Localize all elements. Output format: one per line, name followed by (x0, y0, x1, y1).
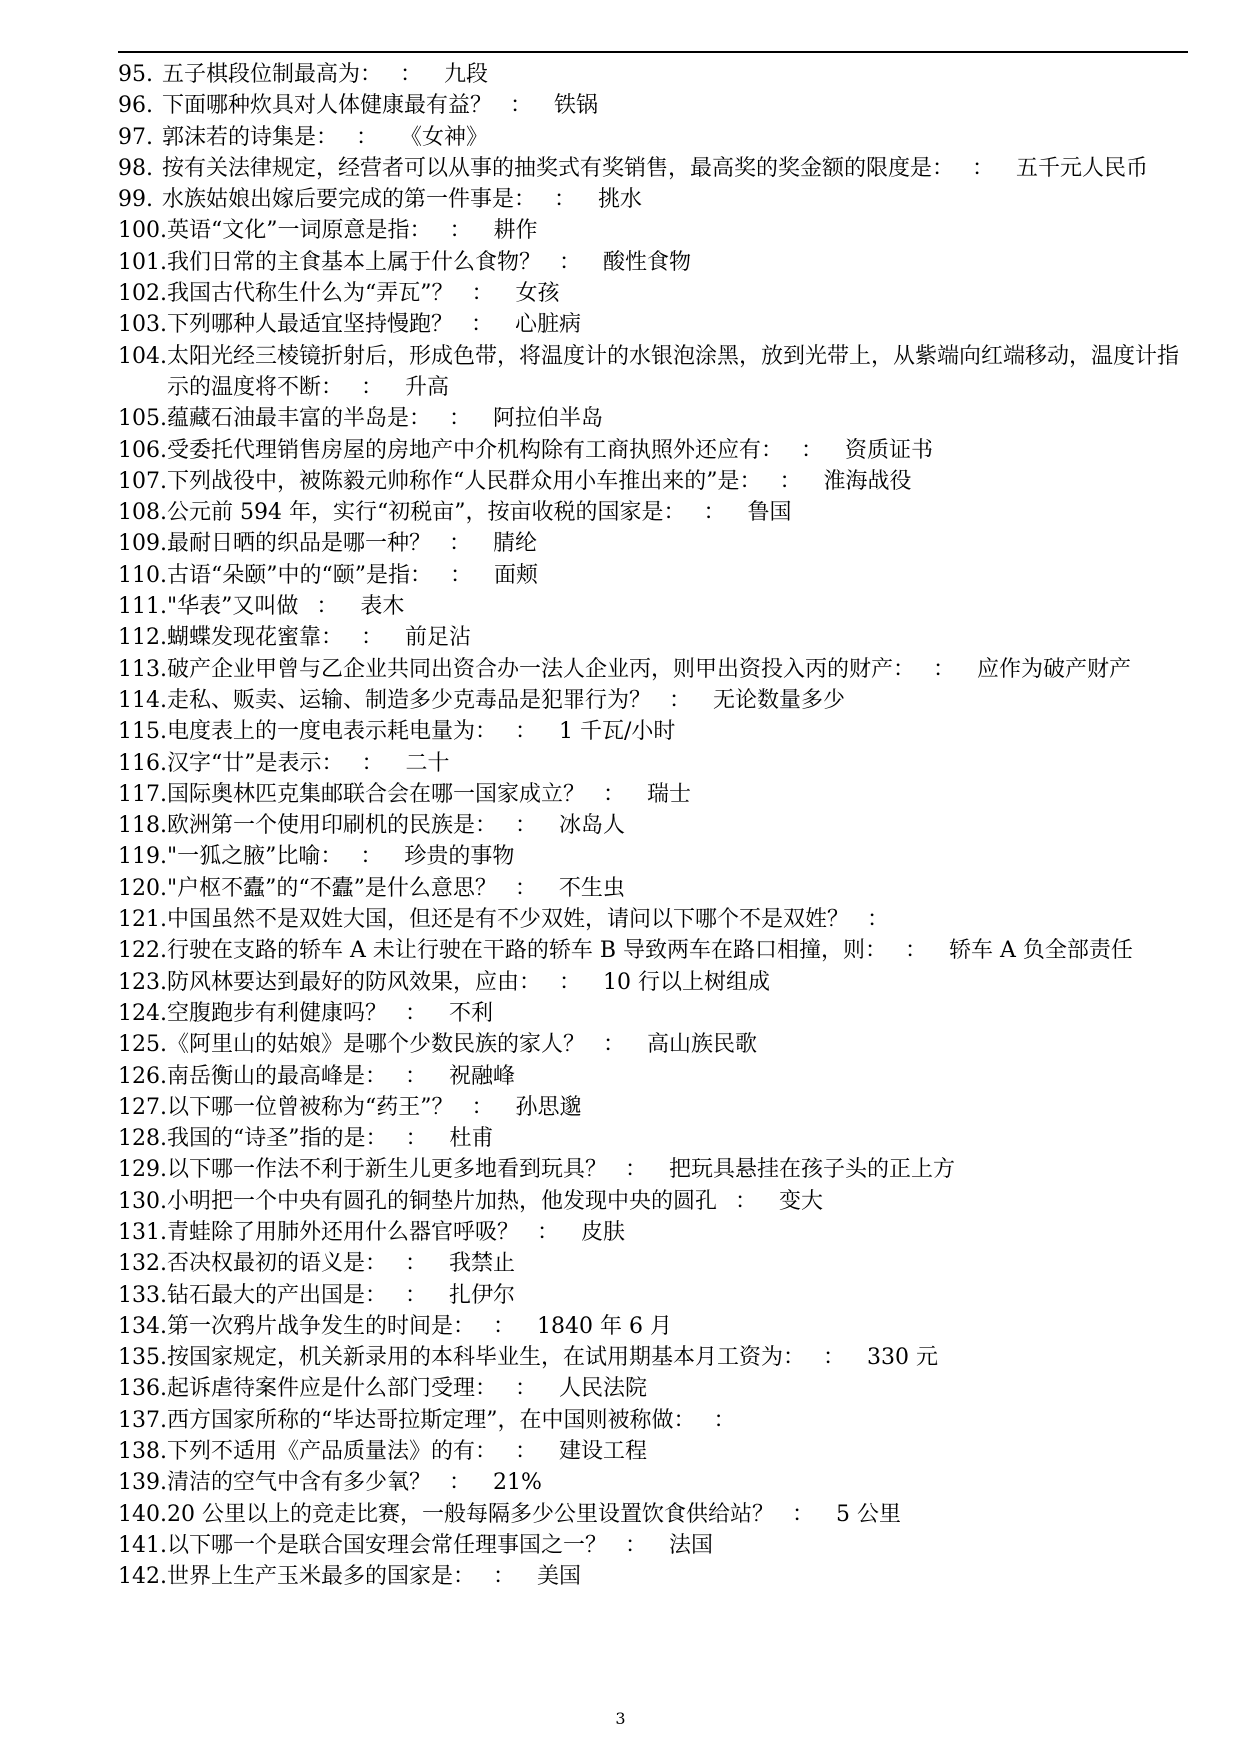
question-text: 郭沫若的诗集是： (162, 124, 339, 150)
answer-separator: ： (400, 62, 423, 87)
question-number: 116. (118, 750, 167, 776)
question-text: 蕴藏石油最丰富的半岛是： (166, 406, 431, 432)
answer-separator: ： (905, 938, 928, 964)
answer-text: 孙思邈 (515, 1094, 582, 1120)
question-number: 140. (118, 1501, 167, 1527)
qa-item (118, 841, 1198, 872)
answer-separator: ： (559, 249, 582, 275)
question-text: 五子棋段位制最高为： (162, 62, 383, 87)
header-rule (118, 51, 1188, 53)
answer-text: 腈纶 (493, 531, 538, 557)
question-body (167, 1248, 1198, 1279)
qa-item (118, 215, 1198, 246)
question-body (167, 841, 1198, 872)
qa-item (118, 748, 1198, 779)
qa-item (118, 654, 1198, 685)
question-number: 114. (118, 687, 167, 713)
answer-text: 挑水 (598, 187, 643, 213)
answer-text: 美国 (537, 1564, 582, 1590)
question-number: 122. (118, 938, 167, 964)
question-text: 南岳衡山的最高峰是： (166, 1063, 387, 1089)
question-text: 否决权最初的语义是： (166, 1251, 387, 1277)
question-number: 131. (118, 1219, 167, 1245)
question-body (167, 967, 1198, 998)
answer-text: 资质证书 (845, 437, 934, 463)
question-text: 下面哪种炊具对人体健康最有益？ (162, 93, 493, 119)
question-text: 汉字“廿”是表示： (166, 750, 344, 776)
question-number: 105. (118, 406, 167, 432)
question-text: 世界上生产玉米最多的国家是： (166, 1564, 475, 1590)
question-number: 97. (118, 124, 153, 150)
answer-text: 轿车 A 负全部责任 (949, 938, 1133, 964)
answer-separator: ： (823, 1345, 846, 1371)
answer-text: 心脏病 (515, 312, 582, 338)
answer-text: 冰岛人 (559, 813, 626, 839)
answer-separator: ： (603, 781, 626, 807)
question-body (167, 654, 1198, 685)
qa-item (118, 779, 1198, 810)
question-body (167, 1092, 1198, 1123)
question-text: 西方国家所称的“毕达哥拉斯定理”，在中国则被称做： (166, 1407, 696, 1433)
question-body (167, 528, 1198, 559)
question-number: 133. (118, 1282, 167, 1308)
answer-text: 前足沾 (405, 625, 472, 651)
question-body (167, 685, 1198, 716)
question-body (167, 435, 1198, 466)
qa-item (118, 1280, 1198, 1311)
qa-item (118, 1467, 1198, 1498)
question-body (167, 998, 1198, 1029)
question-body (167, 560, 1198, 591)
question-body (167, 1436, 1198, 1467)
question-text: 钻石最大的产出国是： (166, 1282, 387, 1308)
answer-text: 铁锅 (554, 93, 599, 119)
question-text: 最耐日晒的织品是哪一种？ (166, 531, 431, 557)
answer-separator: ： (515, 1439, 538, 1465)
question-text: 下列战役中，被陈毅元帅称作“人民群众用小车推出来的”是： (166, 468, 762, 494)
question-number: 119. (118, 844, 167, 870)
question-text: 古语“朵颐”中的“颐”是指： (166, 562, 432, 588)
question-body (167, 810, 1198, 841)
question-body (167, 904, 1198, 935)
answer-separator: ： (801, 437, 824, 463)
question-number: 118. (118, 813, 167, 839)
question-number: 135. (118, 1345, 167, 1371)
question-number: 104. (118, 343, 167, 369)
answer-separator: ： (449, 1470, 472, 1496)
question-number: 99. (118, 187, 153, 213)
answer-separator: ： (972, 155, 995, 181)
question-body (167, 1499, 1198, 1530)
question-number: 139. (118, 1470, 167, 1496)
qa-item (118, 403, 1198, 434)
answer-text: 不利 (449, 1000, 494, 1026)
answer-text: 表木 (360, 594, 405, 620)
qa-item (118, 466, 1198, 497)
answer-text: 瑞士 (647, 781, 692, 807)
answer-separator: ： (514, 875, 537, 901)
answer-text: 九段 (444, 62, 489, 87)
question-text: 以下哪一个是联合国安理会常任理事国之一？ (166, 1532, 607, 1558)
question-number: 95. (118, 62, 153, 87)
answer-text: 阿拉伯半岛 (493, 406, 604, 432)
question-number: 137. (118, 1407, 167, 1433)
question-number: 110. (118, 562, 167, 588)
question-body (167, 873, 1198, 904)
question-text: 青蛙除了用肺外还用什么器官呼吸？ (166, 1219, 519, 1245)
question-body (167, 1186, 1198, 1217)
qa-item (118, 873, 1198, 904)
answer-text: 高山族民歌 (647, 1032, 758, 1058)
answer-separator: ： (405, 1282, 428, 1308)
qa-item (118, 1186, 1198, 1217)
answer-separator: ： (867, 907, 890, 933)
question-number: 106. (118, 437, 167, 463)
question-body (162, 184, 1198, 215)
question-text: 第一次鸦片战争发生的时间是： (166, 1313, 475, 1339)
qa-item (118, 309, 1198, 340)
question-text: 公元前 594 年，实行“初税亩”，按亩收税的国家是： (166, 500, 686, 526)
qa-item (118, 967, 1198, 998)
answer-separator: ： (360, 844, 383, 870)
question-text: 小明把一个中央有圆孔的铜垫片加热，他发现中央的圆孔 (166, 1188, 717, 1214)
question-body (167, 591, 1198, 622)
qa-item (118, 1342, 1198, 1373)
question-number: 112. (118, 625, 167, 651)
question-text: 以下哪一位曾被称为“药王”？ (166, 1094, 454, 1120)
qa-item (118, 1311, 1198, 1342)
answer-separator: ： (625, 1157, 648, 1183)
answer-separator: ： (735, 1188, 758, 1214)
answer-text: 酸性食物 (603, 249, 692, 275)
answer-text: 《女神》 (400, 124, 489, 150)
question-text: 行驶在支路的轿车 A 未让行驶在干路的轿车 B 导致两车在路口相撞，则： (166, 938, 888, 964)
answer-separator: ： (471, 312, 494, 338)
question-text: 我国的“诗圣”指的是： (166, 1126, 388, 1152)
qa-item (118, 622, 1198, 653)
answer-text: 5 公里 (836, 1501, 901, 1527)
qa-item (118, 153, 1198, 184)
answer-separator: ： (361, 750, 384, 776)
answer-separator: ： (510, 93, 533, 119)
question-body (167, 1405, 1198, 1436)
answer-text: 应作为破产财产 (977, 656, 1132, 682)
qa-item (118, 810, 1198, 841)
answer-text: 珍贵的事物 (404, 844, 515, 870)
answer-separator: ： (356, 124, 379, 150)
question-number: 115. (118, 719, 167, 745)
answer-separator: ： (361, 625, 384, 651)
question-text: 蝴蝶发现花蜜靠： (166, 625, 343, 651)
question-text: 按有关法律规定，经营者可以从事的抽奖式有奖销售，最高奖的奖金额的限度是： (162, 155, 955, 181)
qa-item (118, 247, 1198, 278)
question-number: 127. (118, 1094, 167, 1120)
question-text: 水族姑娘出嫁后要完成的第一件事是： (162, 187, 537, 213)
question-text: 按国家规定，机关新录用的本科毕业生，在试用期基本月工资为： (166, 1345, 805, 1371)
answer-text: 不生虫 (558, 875, 625, 901)
question-text: "户枢不蠹”的“不蠹”是什么意思？ (166, 875, 497, 901)
question-body (167, 403, 1198, 434)
question-number: 126. (118, 1063, 167, 1089)
qa-item (118, 1123, 1198, 1154)
qa-item (118, 685, 1198, 716)
question-body (167, 779, 1198, 810)
question-text: 以下哪一作法不利于新生儿更多地看到玩具？ (166, 1157, 607, 1183)
question-body (167, 1373, 1198, 1404)
question-text: 我们日常的主食基本上属于什么食物？ (166, 249, 541, 275)
answer-text: 无论数量多少 (713, 687, 846, 713)
answer-separator: ： (471, 281, 494, 307)
qa-item (118, 1530, 1198, 1561)
answer-separator: ： (559, 969, 582, 995)
question-body (167, 1530, 1198, 1561)
question-number: 141. (118, 1532, 167, 1558)
answer-separator: ： (361, 374, 384, 400)
question-body (167, 1217, 1198, 1248)
question-number: 109. (118, 531, 167, 557)
question-number: 108. (118, 500, 167, 526)
question-text: 国际奥林匹克集邮联合会在哪一国家成立？ (166, 781, 585, 807)
question-number: 129. (118, 1157, 167, 1183)
answer-separator: ： (554, 187, 577, 213)
qa-item (118, 1436, 1198, 1467)
answer-separator: ： (449, 531, 472, 557)
qa-item (118, 122, 1198, 153)
answer-separator: ： (625, 1532, 648, 1558)
question-body (167, 622, 1198, 653)
answer-text: 升高 (405, 374, 450, 400)
question-text: 破产企业甲曾与乙企业共同出资合办一法人企业丙，则甲出资投入丙的财产： (166, 656, 915, 682)
answer-text: 面颊 (494, 562, 539, 588)
question-body (167, 1061, 1198, 1092)
question-number: 117. (118, 781, 167, 807)
question-body (167, 1467, 1198, 1498)
question-number: 113. (118, 656, 167, 682)
answer-separator: ： (471, 1094, 494, 1120)
question-text: 20 公里以上的竞走比赛，一般每隔多少公里设置饮食供给站？ (166, 1501, 774, 1527)
answer-text: 1840 年 6 月 (537, 1313, 672, 1339)
qa-item (118, 560, 1198, 591)
answer-text: 把玩具悬挂在孩子头的正上方 (669, 1157, 956, 1183)
answer-separator: ： (515, 1376, 538, 1402)
answer-text: 淮海战役 (823, 468, 912, 494)
qa-item (118, 935, 1198, 966)
question-body (162, 59, 1198, 90)
answer-separator: ： (703, 500, 726, 526)
question-text: 空腹跑步有利健康吗？ (166, 1000, 387, 1026)
question-body (167, 1311, 1198, 1342)
qa-item (118, 1154, 1198, 1185)
answer-text: 二十 (405, 750, 450, 776)
qa-item (118, 1061, 1198, 1092)
question-body (167, 309, 1198, 340)
question-body (162, 153, 1198, 184)
qa-item (118, 90, 1198, 121)
question-number: 103. (118, 312, 167, 338)
question-text: "华表”又叫做 (166, 594, 299, 620)
question-body (162, 122, 1198, 153)
answer-separator: ： (515, 719, 538, 745)
answer-separator: ： (405, 1251, 428, 1277)
answer-separator: ： (603, 1032, 626, 1058)
question-list (118, 59, 1198, 1593)
answer-text: 10 行以上树组成 (603, 969, 771, 995)
answer-text: 杜甫 (449, 1126, 494, 1152)
question-body (167, 1342, 1198, 1373)
answer-text: 扎伊尔 (449, 1282, 516, 1308)
question-text: 英语“文化”一词原意是指： (166, 218, 432, 244)
question-body (162, 90, 1198, 121)
answer-text: 耕作 (493, 218, 538, 244)
qa-item (118, 1373, 1198, 1404)
question-text: 中国虽然不是双姓大国，但还是有不少双姓，请问以下哪个不是双姓？ (166, 907, 849, 933)
answer-separator: ： (933, 656, 956, 682)
qa-item (118, 59, 1198, 90)
answer-separator: ： (449, 406, 472, 432)
qa-item (118, 904, 1198, 935)
answer-text: 1 千瓦/小时 (559, 719, 676, 745)
answer-separator: ： (791, 1501, 814, 1527)
question-number: 96. (118, 93, 153, 119)
question-text: 受委托代理销售房屋的房地产中介机构除有工商执照外还应有： (166, 437, 783, 463)
answer-text: 法国 (669, 1532, 714, 1558)
question-text: 下列不适用《产品质量法》的有： (166, 1439, 497, 1465)
answer-text: 建设工程 (559, 1439, 648, 1465)
question-number: 123. (118, 969, 167, 995)
qa-item (118, 278, 1198, 309)
question-number: 125. (118, 1032, 167, 1058)
answer-separator: ： (493, 1564, 516, 1590)
question-body (167, 1123, 1198, 1154)
qa-item (118, 998, 1198, 1029)
answer-text: 鲁国 (747, 500, 792, 526)
question-body (167, 215, 1198, 246)
qa-item (118, 591, 1198, 622)
qa-item (118, 1561, 1198, 1592)
question-number: 136. (118, 1376, 167, 1402)
question-number: 134. (118, 1313, 167, 1339)
question-number: 132. (118, 1251, 167, 1277)
question-number: 102. (118, 281, 167, 307)
answer-text: 330 元 (867, 1345, 939, 1371)
question-number: 111. (118, 594, 167, 620)
qa-item (118, 435, 1198, 466)
question-body (167, 935, 1198, 966)
answer-separator: ： (405, 1126, 428, 1152)
question-body (167, 466, 1198, 497)
question-text: 电度表上的一度电表示耗电量为： (166, 719, 497, 745)
question-text: 走私、贩卖、运输、制造多少克毒品是犯罪行为？ (166, 687, 651, 713)
answer-separator: ： (405, 1000, 428, 1026)
answer-separator: ： (713, 1407, 736, 1433)
answer-text: 我禁止 (449, 1251, 516, 1277)
question-number: 101. (118, 249, 167, 275)
question-body (167, 1154, 1198, 1185)
question-text: 清洁的空气中含有多少氧？ (166, 1470, 431, 1496)
question-body (167, 247, 1198, 278)
question-body (167, 716, 1198, 747)
question-body (167, 1280, 1198, 1311)
question-text: 防风林要达到最好的防风效果，应由： (166, 969, 541, 995)
qa-item (118, 1405, 1198, 1436)
answer-separator: ： (316, 594, 339, 620)
qa-item (118, 184, 1198, 215)
question-number: 138. (118, 1439, 167, 1465)
question-number: 128. (118, 1126, 167, 1152)
answer-separator: ： (515, 813, 538, 839)
answer-text: 21% (493, 1470, 542, 1496)
question-text: 我国古代称生什么为“弄瓦”？ (166, 281, 454, 307)
answer-separator: ： (449, 218, 472, 244)
qa-item (118, 1092, 1198, 1123)
question-number: 130. (118, 1188, 167, 1214)
answer-separator: ： (449, 562, 472, 588)
qa-item (118, 341, 1198, 404)
qa-item (118, 497, 1198, 528)
answer-text: 五千元人民币 (1016, 155, 1149, 181)
qa-item (118, 716, 1198, 747)
question-text: 欧洲第一个使用印刷机的民族是： (166, 813, 497, 839)
qa-item (118, 1217, 1198, 1248)
answer-separator: ： (779, 468, 802, 494)
question-number: 121. (118, 907, 167, 933)
answer-text: 皮肤 (581, 1219, 626, 1245)
question-number: 98. (118, 155, 153, 181)
question-body (167, 341, 1198, 404)
page-number: 3 (615, 1709, 626, 1728)
question-body (167, 278, 1198, 309)
question-text: 《阿里山的姑娘》是哪个少数民族的家人？ (166, 1032, 585, 1058)
question-number: 124. (118, 1000, 167, 1026)
question-text: 太阳光经三棱镜折射后，形成色带，将温度计的水银泡涂黑，放到光带上，从紫端向红端移动，温度计指示的温度将不断： (166, 343, 1179, 400)
answer-text: 女孩 (515, 281, 560, 307)
question-text: 下列哪种人最适宜坚持慢跑？ (166, 312, 453, 338)
question-body (167, 1561, 1198, 1592)
qa-item (118, 1499, 1198, 1530)
question-number: 100. (118, 218, 167, 244)
answer-separator: ： (669, 687, 692, 713)
qa-item (118, 528, 1198, 559)
question-number: 120. (118, 875, 167, 901)
answer-separator: ： (405, 1063, 428, 1089)
question-body (167, 497, 1198, 528)
question-body (167, 1029, 1198, 1060)
question-text: 起诉虐待案件应是什么部门受理： (166, 1376, 497, 1402)
question-number: 107. (118, 468, 167, 494)
question-body (167, 748, 1198, 779)
answer-text: 人民法院 (559, 1376, 648, 1402)
answer-separator: ： (537, 1219, 560, 1245)
qa-item (118, 1029, 1198, 1060)
answer-separator: ： (493, 1313, 516, 1339)
question-text: "一狐之腋”比喻： (166, 844, 343, 870)
answer-text: 变大 (779, 1188, 824, 1214)
answer-text: 祝融峰 (449, 1063, 516, 1089)
question-number: 142. (118, 1564, 167, 1590)
qa-item (118, 1248, 1198, 1279)
